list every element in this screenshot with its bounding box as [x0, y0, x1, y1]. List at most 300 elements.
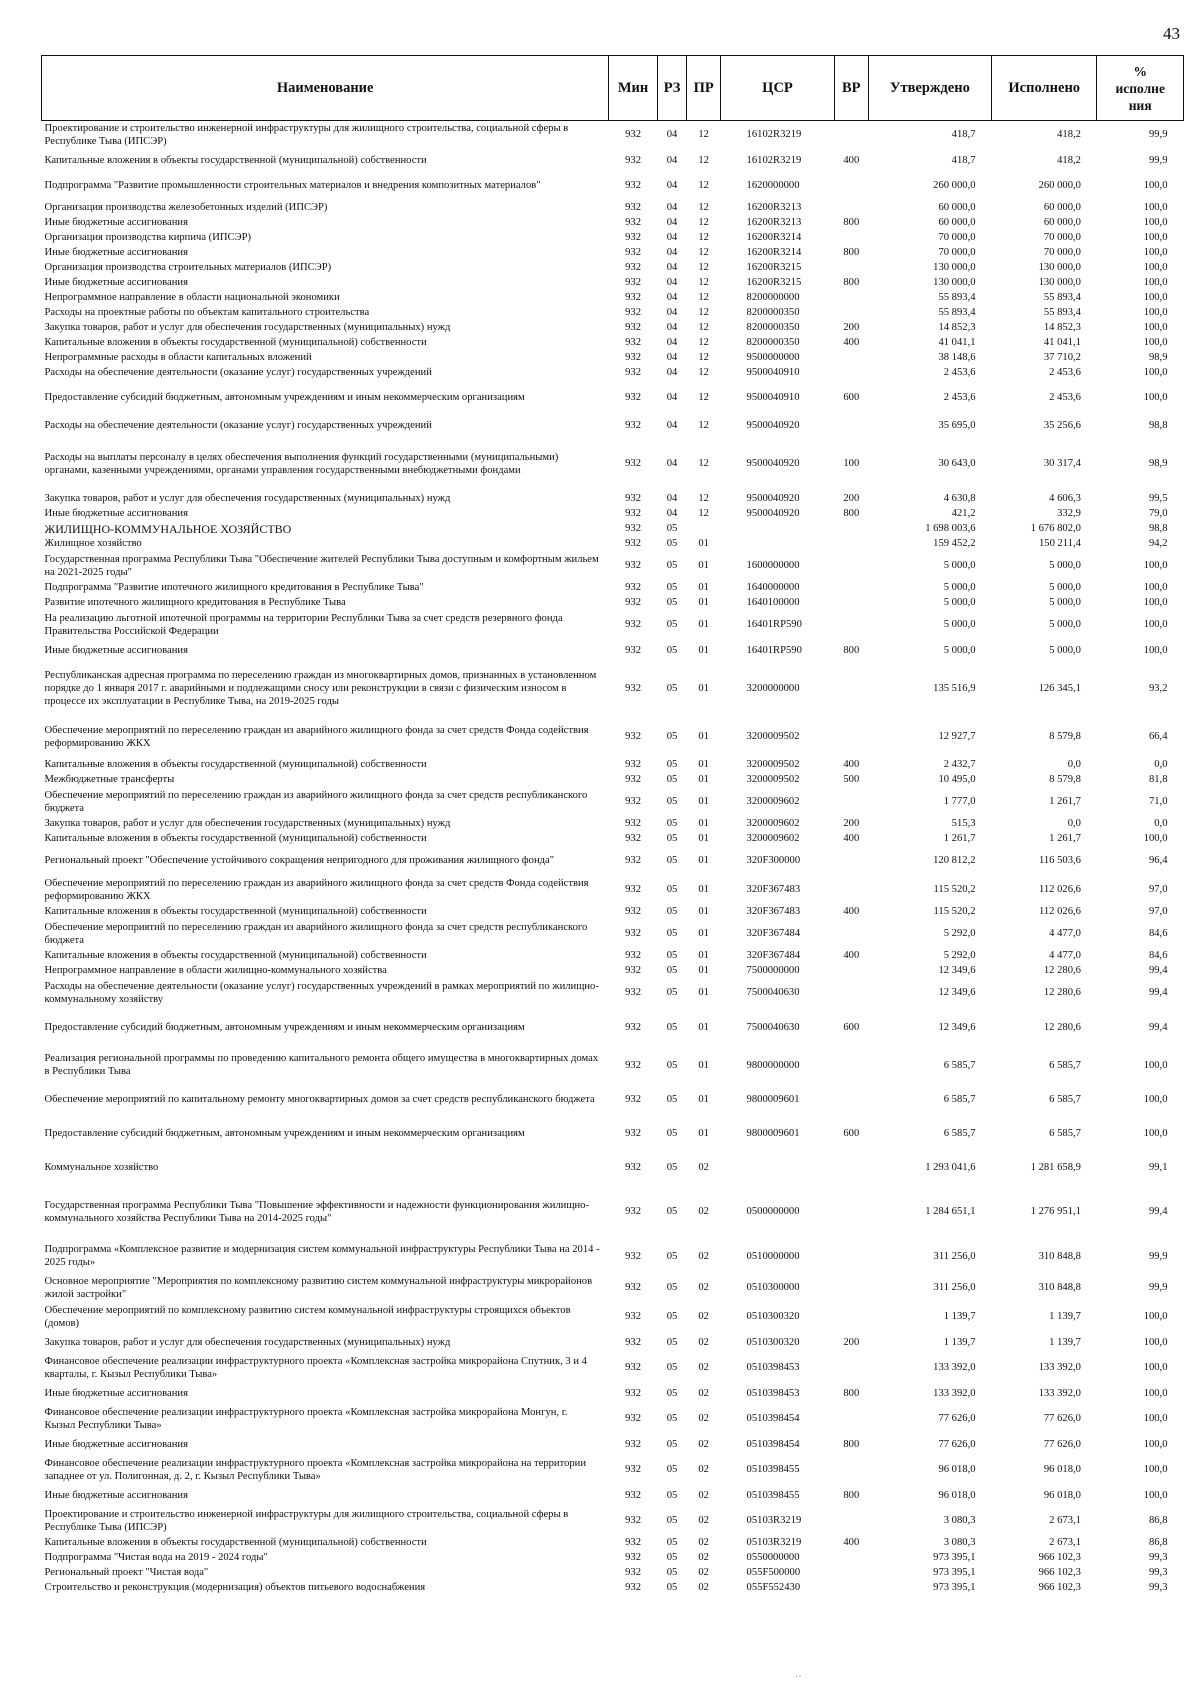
row-rz: 04	[666, 352, 678, 364]
table-row	[42, 201, 1184, 216]
table-row	[42, 1274, 1184, 1303]
row-approved: 96 018,0	[938, 1464, 976, 1476]
row-percent: 86,8	[1148, 1537, 1168, 1549]
table-row	[42, 964, 1184, 979]
row-executed: 60 000,0	[1043, 217, 1081, 229]
table-row	[42, 1581, 1184, 1596]
table-row	[42, 611, 1184, 640]
row-approved: 4 630,8	[943, 493, 976, 505]
row-csr: 05103R3219	[746, 1537, 802, 1549]
row-rz: 05	[666, 538, 678, 550]
row-min: 932	[625, 352, 641, 364]
row-csr: 1600000000	[746, 560, 800, 572]
row-executed: 8 579,8	[1049, 731, 1081, 743]
row-min: 932	[625, 154, 641, 166]
row-csr	[721, 537, 835, 552]
row-percent: 79,0	[1148, 508, 1168, 520]
row-vr: 800	[843, 644, 860, 656]
row-vr: 200	[843, 818, 860, 830]
row-percent: 100,0	[1143, 1387, 1168, 1399]
row-percent: 100,0	[1143, 1336, 1168, 1348]
row-rz: 04	[666, 277, 678, 289]
row-approved: 115 520,2	[933, 884, 976, 896]
row-min: 932	[625, 987, 641, 999]
row-name: Подпрограмма «Комплексное развитие и модернизация систем коммунальной инфраструктуры Республики Тыва на 2014 - 2025 годы»	[44, 1244, 600, 1268]
row-min: 932	[625, 1127, 641, 1139]
row-percent: 99,9	[1148, 129, 1168, 141]
row-percent: 100,0	[1143, 217, 1168, 229]
row-rz: 05	[666, 928, 678, 940]
row-csr: 0510398454	[746, 1413, 800, 1425]
table-row	[42, 1383, 1184, 1405]
row-percent: 66,4	[1148, 731, 1168, 743]
row-approved: 130 000,0	[933, 262, 976, 274]
row-approved: 1 777,0	[943, 796, 976, 808]
row-csr: 7500040630	[746, 987, 800, 999]
row-pr: 12	[698, 232, 709, 244]
row-name: Обеспечение мероприятий по переселению граждан из аварийного жилищного фонда за счет средств Фонда содействия реформированию ЖКХ	[44, 724, 589, 749]
row-pr: 02	[698, 1362, 709, 1374]
row-approved: 35 695,0	[938, 419, 976, 431]
row-rz: 04	[666, 367, 678, 379]
row-approved: 2 453,6	[943, 391, 976, 403]
row-pr: 01	[698, 833, 709, 845]
row-pr: 01	[698, 597, 709, 609]
row-csr: 9500040910	[746, 367, 800, 379]
row-csr: 3200009602	[746, 796, 800, 808]
table-row	[42, 321, 1184, 336]
row-min: 932	[625, 1552, 641, 1564]
row-csr: 9500040920	[746, 508, 800, 520]
row-percent: 99,3	[1148, 1567, 1168, 1579]
row-min: 932	[625, 1161, 641, 1173]
row-rz: 05	[666, 1515, 678, 1527]
row-min: 932	[625, 1515, 641, 1527]
row-vr	[834, 1151, 868, 1185]
row-pr: 12	[698, 419, 709, 431]
row-vr	[834, 201, 868, 216]
row-rz: 05	[666, 987, 678, 999]
row-approved: 60 000,0	[938, 202, 976, 214]
row-name: Расходы на выплаты персоналу в целях обеспечения выполнения функций государственными (муниципальными) органами, казенными учреждениями, органами управления государственными внебюджетными фондами	[44, 451, 559, 476]
row-pr: 01	[698, 965, 709, 977]
row-rz: 05	[666, 582, 678, 594]
row-name: На реализацию льготной ипотечной программы на территории Республики Тыва за счет средств резервного фонда Правительства Российской Федерации	[44, 612, 563, 637]
row-min: 932	[625, 1022, 641, 1034]
table-row	[42, 1151, 1184, 1185]
row-min: 932	[625, 597, 641, 609]
row-rz: 05	[666, 1362, 678, 1374]
row-pr: 02	[698, 1161, 709, 1173]
row-percent: 100,0	[1143, 1059, 1168, 1071]
row-pr: 01	[698, 731, 709, 743]
row-approved: 5 000,0	[943, 597, 976, 609]
row-rz: 05	[666, 774, 678, 786]
row-name: Капитальные вложения в объекты государственной (муниципальной) собственности	[44, 759, 427, 771]
row-min: 932	[625, 419, 641, 431]
row-approved: 14 852,3	[938, 322, 976, 334]
row-pr: 01	[698, 582, 709, 594]
row-executed: 260 000,0	[1038, 180, 1081, 192]
row-name: Иные бюджетные ассигнования	[44, 644, 188, 656]
row-min: 932	[625, 582, 641, 594]
row-approved: 12 349,6	[938, 1022, 976, 1034]
row-csr: 7500040630	[746, 1022, 800, 1034]
row-min: 932	[625, 1413, 641, 1425]
row-percent: 100,0	[1143, 322, 1168, 334]
row-executed: 5 000,0	[1049, 597, 1081, 609]
row-executed: 126 345,1	[1038, 683, 1081, 695]
table-row	[42, 437, 1184, 492]
row-name: ЖИЛИЩНО-КОММУНАЛЬНОЕ ХОЗЯЙСТВО	[44, 522, 292, 537]
row-min: 932	[625, 818, 641, 830]
row-vr: 400	[843, 337, 860, 349]
table-header-row	[42, 56, 1184, 121]
row-approved: 12 349,6	[938, 987, 976, 999]
row-approved: 70 000,0	[938, 232, 976, 244]
table-row	[42, 1117, 1184, 1151]
row-min: 932	[625, 1282, 641, 1294]
row-name: Региональный проект "Чистая вода"	[44, 1567, 209, 1579]
row-executed: 4 477,0	[1049, 928, 1081, 940]
row-percent: 99,1	[1148, 1161, 1168, 1173]
row-rz: 05	[666, 560, 678, 572]
row-percent: 100,0	[1143, 833, 1168, 845]
row-name: Расходы на проектные работы по объектам капитального строительства	[44, 307, 370, 319]
row-approved: 6 585,7	[943, 1059, 976, 1071]
header-csr: ЦСР	[721, 56, 835, 121]
row-csr: 0550000000	[746, 1552, 800, 1564]
row-vr	[834, 1049, 868, 1083]
row-rz: 05	[666, 597, 678, 609]
row-percent: 100,0	[1143, 307, 1168, 319]
row-percent: 100,0	[1143, 597, 1168, 609]
row-rz: 05	[666, 1127, 678, 1139]
row-vr: 400	[843, 950, 860, 962]
row-csr: 16102R3219	[746, 129, 802, 141]
table-row	[42, 920, 1184, 949]
row-pr: 02	[698, 1250, 709, 1262]
row-min: 932	[625, 1438, 641, 1450]
row-approved: 973 395,1	[933, 1552, 976, 1564]
row-percent: 99,4	[1148, 1022, 1168, 1034]
row-min: 932	[625, 1464, 641, 1476]
table-row	[42, 788, 1184, 817]
row-executed: 130 000,0	[1038, 262, 1081, 274]
row-executed: 310 848,8	[1038, 1250, 1081, 1262]
row-min: 932	[625, 619, 641, 631]
row-vr	[834, 261, 868, 276]
row-name: Иные бюджетные ассигнования	[44, 217, 188, 229]
row-csr: 9800009601	[746, 1127, 800, 1139]
row-approved: 130 000,0	[933, 277, 976, 289]
row-csr: 7500000000	[746, 965, 800, 977]
row-executed: 130 000,0	[1038, 277, 1081, 289]
row-pr: 02	[698, 1489, 709, 1501]
row-min: 932	[625, 1489, 641, 1501]
row-min: 932	[625, 1059, 641, 1071]
row-pr: 01	[698, 987, 709, 999]
row-executed: 41 041,1	[1043, 337, 1081, 349]
row-rz: 05	[666, 1567, 678, 1579]
row-vr	[834, 920, 868, 949]
row-executed: 0,0	[1067, 818, 1081, 830]
row-percent: 100,0	[1143, 1362, 1168, 1374]
row-min: 932	[625, 391, 641, 403]
row-vr	[834, 581, 868, 596]
row-vr	[834, 662, 868, 717]
row-percent: 93,2	[1148, 683, 1168, 695]
row-rz: 05	[666, 1093, 678, 1105]
row-approved: 5 292,0	[943, 950, 976, 962]
row-executed: 1 281 658,9	[1030, 1161, 1081, 1173]
row-executed: 2 453,6	[1049, 391, 1081, 403]
table-row	[42, 121, 1184, 151]
row-name: Предоставление субсидий бюджетным, автономным учреждениям и иным некоммерческим организациям	[44, 1022, 525, 1034]
row-pr: 02	[698, 1282, 709, 1294]
row-vr	[834, 1581, 868, 1596]
row-vr: 600	[843, 391, 860, 403]
row-rz: 05	[666, 683, 678, 695]
table-row	[42, 640, 1184, 662]
row-min: 932	[625, 1206, 641, 1218]
row-pr: 01	[698, 1022, 709, 1034]
row-approved: 120 812,2	[933, 855, 976, 867]
row-csr: 9800009601	[746, 1093, 800, 1105]
row-pr: 12	[698, 247, 709, 259]
row-executed: 966 102,3	[1038, 1582, 1081, 1594]
row-percent: 98,8	[1148, 523, 1168, 535]
row-approved: 41 041,1	[938, 337, 976, 349]
row-rz: 04	[666, 247, 678, 259]
row-executed: 0,0	[1067, 759, 1081, 771]
row-executed: 14 852,3	[1043, 322, 1081, 334]
row-name: Иные бюджетные ассигнования	[44, 508, 188, 520]
row-min: 932	[625, 1387, 641, 1399]
row-vr	[834, 964, 868, 979]
row-name: Непрограммное направление в области жилищно-коммунального хозяйства	[44, 965, 387, 977]
row-csr: 16401RP590	[746, 619, 802, 631]
row-min: 932	[625, 1362, 641, 1374]
row-rz: 05	[666, 855, 678, 867]
row-executed: 966 102,3	[1038, 1552, 1081, 1564]
row-executed: 1 676 802,0	[1030, 523, 1081, 535]
row-percent: 96,4	[1148, 855, 1168, 867]
row-vr: 800	[843, 217, 860, 229]
row-csr: 9500000000	[746, 352, 800, 364]
row-rz: 05	[666, 1059, 678, 1071]
row-approved: 77 626,0	[938, 1413, 976, 1425]
header-approved: Утверждено	[868, 56, 991, 121]
row-approved: 515,3	[951, 818, 976, 830]
row-executed: 5 000,0	[1049, 560, 1081, 572]
row-rz: 05	[666, 1022, 678, 1034]
row-rz: 05	[666, 1413, 678, 1425]
row-vr	[834, 979, 868, 1008]
row-percent: 98,9	[1148, 458, 1168, 470]
row-pr: 12	[698, 217, 709, 229]
row-vr	[834, 1551, 868, 1566]
table-row	[42, 150, 1184, 172]
row-vr: 200	[843, 493, 860, 505]
row-vr	[834, 1566, 868, 1581]
row-executed: 12 280,6	[1043, 965, 1081, 977]
row-min: 932	[625, 307, 641, 319]
table-row	[42, 1551, 1184, 1566]
table-row	[42, 492, 1184, 507]
row-name: Финансовое обеспечение реализации инфраструктурного проекта «Комплексная застройка микрорайона Спутник, 3 и 4 кварталы, г. Кызыл Республики Тыва»	[44, 1355, 587, 1380]
row-rz: 05	[666, 884, 678, 896]
row-pr: 12	[698, 337, 709, 349]
row-executed: 96 018,0	[1043, 1464, 1081, 1476]
table-row	[42, 216, 1184, 231]
row-min: 932	[625, 523, 641, 535]
row-rz: 05	[666, 1206, 678, 1218]
row-percent: 84,6	[1148, 928, 1168, 940]
row-rz: 04	[666, 508, 678, 520]
row-pr: 12	[698, 262, 709, 274]
row-pr: 01	[698, 906, 709, 918]
row-approved: 5 000,0	[943, 582, 976, 594]
row-csr: 8200000350	[746, 337, 800, 349]
row-approved: 6 585,7	[943, 1093, 976, 1105]
row-executed: 418,2	[1057, 154, 1081, 166]
row-executed: 5 000,0	[1049, 619, 1081, 631]
row-rz: 05	[666, 1336, 678, 1348]
table-row	[42, 1456, 1184, 1485]
header-min: Мин	[609, 56, 658, 121]
table-row	[42, 381, 1184, 415]
header-percent	[1097, 56, 1184, 121]
row-pr: 12	[698, 352, 709, 364]
row-vr	[834, 1354, 868, 1383]
row-approved: 60 000,0	[938, 217, 976, 229]
row-min: 932	[625, 855, 641, 867]
row-csr: 16401RP590	[746, 644, 802, 656]
row-vr: 800	[843, 1438, 860, 1450]
table-row	[42, 246, 1184, 261]
table-row	[42, 507, 1184, 522]
row-name: Проектирование и строительство инженерной инфраструктуры для жилищного строительства, социальной сферы в Республике Тыва (ИПСЭР)	[44, 1508, 569, 1533]
row-executed: 55 893,4	[1043, 292, 1081, 304]
row-min: 932	[625, 232, 641, 244]
row-csr: 3200009602	[746, 833, 800, 845]
row-name: Закупка товаров, работ и услуг для обеспечения государственных (муниципальных) нужд	[44, 818, 451, 830]
row-vr	[834, 366, 868, 381]
row-vr: 400	[843, 1537, 860, 1549]
row-approved: 55 893,4	[938, 292, 976, 304]
row-executed: 77 626,0	[1043, 1413, 1081, 1425]
row-pr: 02	[698, 1537, 709, 1549]
table-row	[42, 291, 1184, 306]
row-name: Основное мероприятие "Мероприятия по комплексному развитию систем коммунальной инфраструктуры микрорайонов жилой застройки"	[44, 1275, 593, 1300]
row-rz: 05	[666, 1161, 678, 1173]
row-csr: 3200009502	[746, 759, 800, 771]
row-executed: 5 000,0	[1049, 582, 1081, 594]
row-min: 932	[625, 322, 641, 334]
row-executed: 70 000,0	[1043, 232, 1081, 244]
row-name: Капитальные вложения в объекты государственной (муниципальной) собственности	[44, 154, 427, 166]
row-rz: 04	[666, 391, 678, 403]
row-rz: 04	[666, 232, 678, 244]
row-min: 932	[625, 1567, 641, 1579]
table-row	[42, 351, 1184, 366]
header-executed: Исполнено	[992, 56, 1097, 121]
row-name: Реализация региональной программы по проведению капитального ремонта общего имущества в многоквартирных домах в Республики Тыва	[44, 1053, 599, 1077]
row-min: 932	[625, 247, 641, 259]
row-name: Капитальные вложения в объекты государственной (муниципальной) собственности	[44, 833, 427, 845]
row-rz: 04	[666, 180, 678, 192]
row-min: 932	[625, 367, 641, 379]
row-pr: 02	[698, 1464, 709, 1476]
row-approved: 1 139,7	[943, 1336, 976, 1348]
row-csr: 320F367483	[746, 906, 801, 918]
row-rz: 05	[666, 1438, 678, 1450]
row-vr	[834, 717, 868, 758]
row-executed: 2 673,1	[1049, 1537, 1081, 1549]
row-executed: 2 673,1	[1049, 1515, 1081, 1527]
row-csr: 8200000350	[746, 322, 800, 334]
row-pr: 01	[698, 560, 709, 572]
row-pr: 12	[698, 458, 709, 470]
row-approved: 5 292,0	[943, 928, 976, 940]
row-approved: 1 139,7	[943, 1311, 976, 1323]
row-vr	[834, 351, 868, 366]
row-pr: 01	[698, 950, 709, 962]
row-executed: 8 579,8	[1049, 774, 1081, 786]
row-rz: 05	[666, 965, 678, 977]
row-rz: 05	[666, 1464, 678, 1476]
row-vr	[834, 1303, 868, 1332]
row-rz: 05	[666, 644, 678, 656]
row-percent: 100,0	[1143, 232, 1168, 244]
row-percent: 100,0	[1143, 1438, 1168, 1450]
row-name: Закупка товаров, работ и услуг для обеспечения государственных (муниципальных) нужд	[44, 493, 451, 505]
row-rz: 05	[666, 759, 678, 771]
row-percent: 98,9	[1148, 352, 1168, 364]
row-rz: 05	[666, 1537, 678, 1549]
row-csr: 9500040920	[746, 419, 800, 431]
row-pr: 01	[698, 796, 709, 808]
row-name: Коммунальное хозяйство	[44, 1161, 159, 1173]
row-min: 932	[625, 1537, 641, 1549]
row-vr: 800	[843, 1489, 860, 1501]
row-percent: 99,4	[1148, 987, 1168, 999]
row-pr: 12	[698, 292, 709, 304]
row-percent: 100,0	[1143, 247, 1168, 259]
row-percent: 97,0	[1148, 906, 1168, 918]
table-row	[42, 306, 1184, 321]
row-percent: 99,9	[1148, 1282, 1168, 1294]
row-rz: 05	[666, 1552, 678, 1564]
row-pr: 02	[698, 1311, 709, 1323]
table-row	[42, 905, 1184, 920]
row-pr: 01	[698, 774, 709, 786]
row-min: 932	[625, 1093, 641, 1105]
row-pr: 02	[698, 1582, 709, 1594]
row-pr: 01	[698, 1093, 709, 1105]
row-csr: 320F300000	[746, 855, 801, 867]
row-approved: 12 349,6	[938, 965, 976, 977]
row-csr: 9500040920	[746, 458, 800, 470]
row-csr: 1640000000	[746, 582, 800, 594]
row-pr: 12	[698, 307, 709, 319]
row-vr: 200	[843, 1336, 860, 1348]
row-rz: 05	[666, 950, 678, 962]
row-csr: 0500000000	[746, 1206, 800, 1218]
row-csr: 3200009602	[746, 818, 800, 830]
row-pr: 02	[698, 1387, 709, 1399]
